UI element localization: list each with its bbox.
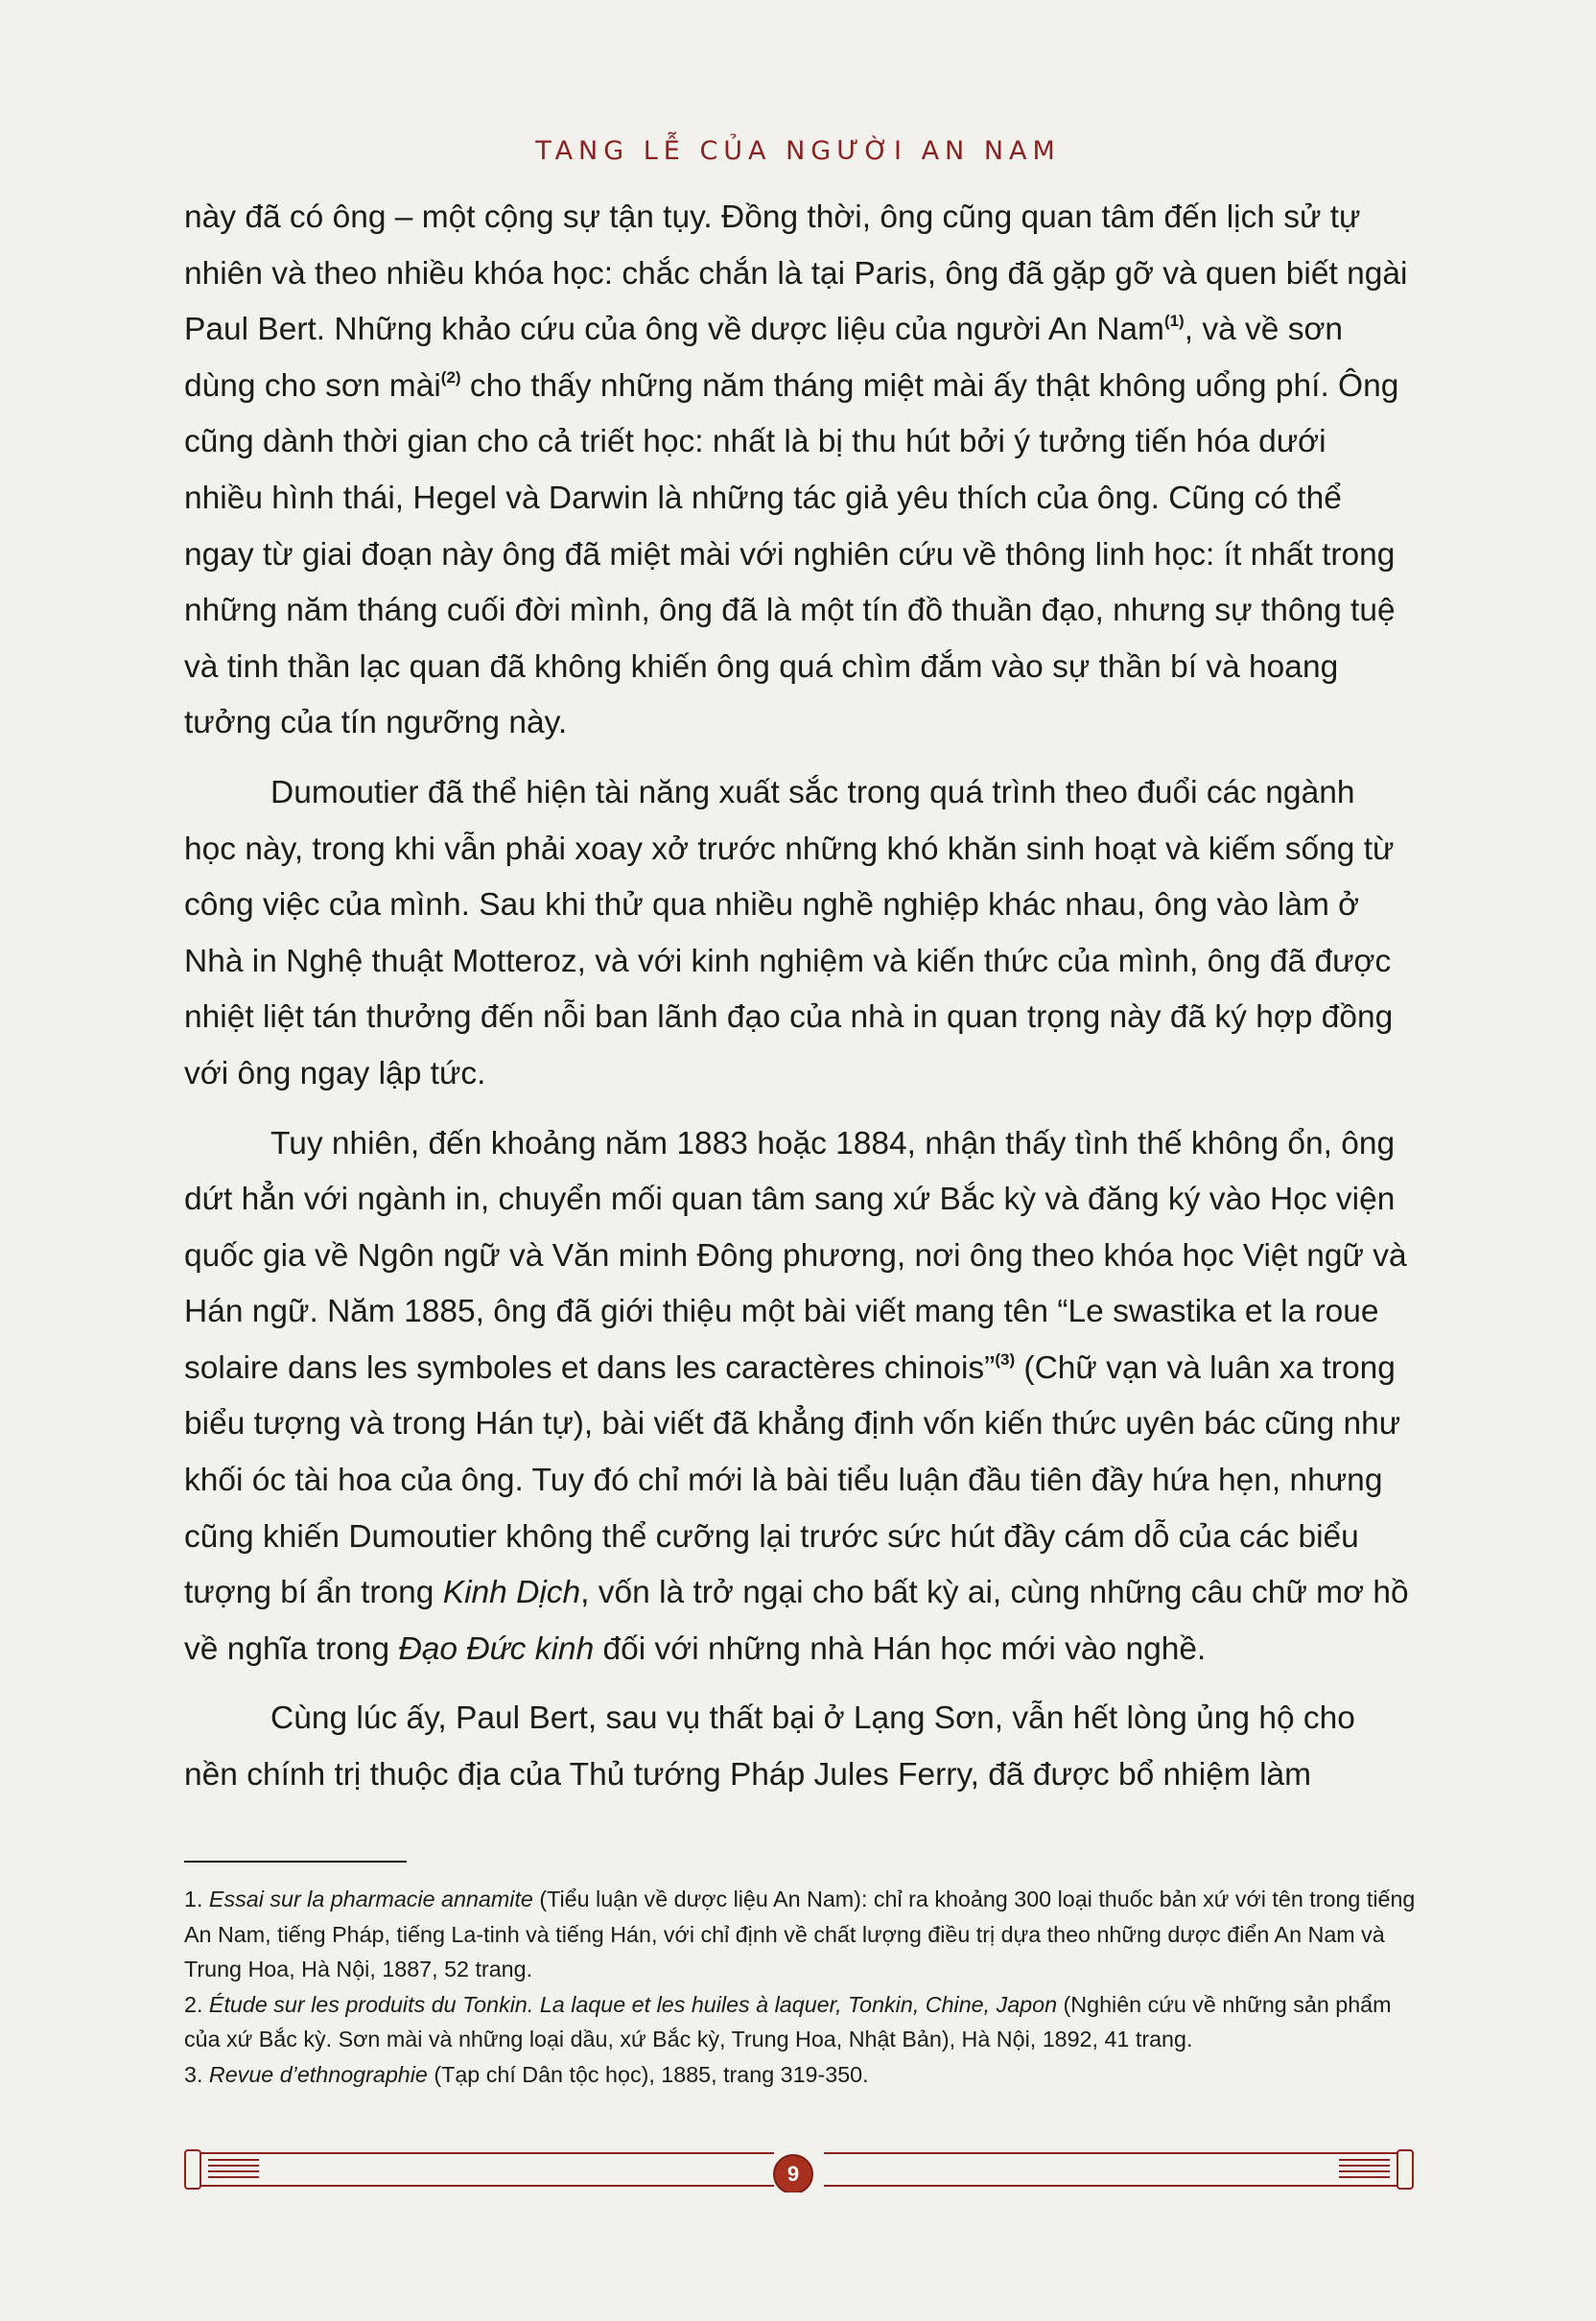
footnote-2-number: 2. (184, 1991, 209, 2017)
footnote-divider (184, 1861, 407, 1863)
footnote-1-title: Essai sur la pharmacie annamite (208, 1887, 533, 1911)
footnote-2-title: Étude sur les produits du Tonkin. La laque et les huiles à laquer, Tonkin, Chine, Japon (208, 1991, 1058, 2017)
book-title-dao-duc-kinh: Đạo Đức kinh (398, 1630, 595, 1667)
paragraph-2: Dumoutier đã thể hiện tài năng xuất sắc trong quá trình theo đuổi các ngành học này, trong khi vẫn phải xoay xở trước những khó khăn sinh hoạt và kiếm sống từ công việc của mình. Sau khi thử qua nhiều nghề nghiệp khác nhau, ông vào làm ở Nhà in Nghệ thuật Motteroz, và với kinh nghiệm và kiến thức của mình, ông đã được nhiệt liệt tán thưởng đến nỗi ban lãnh đạo của nhà in quan trọng này đã ký hợp đồng với ông ngay lập tức. (184, 774, 1395, 1091)
footnote-ref-2: (2) (440, 367, 461, 387)
footnote-3 (184, 2057, 1418, 2093)
paragraph-3-text-d: đối với những nhà Hán học mới vào nghề. (594, 1630, 1207, 1667)
footnote-1-number: 1. (184, 1887, 209, 1911)
footnote-2 (184, 1987, 1418, 2057)
footnote-ref-1: (1) (1163, 312, 1185, 331)
paragraph-1-text-a: này đã có ông – một cộng sự tận tụy. Đồng thời, ông cũng quan tâm đến lịch sử tự nhiên và theo nhiều khóa học: chắc chắn là tại Paris, ông đã gặp gỡ và quen biết ngài Paul Bert. Những khảo cứu của ông về dược liệu của người An Nam (184, 199, 1408, 348)
paragraph-3-text-a: Tuy nhiên, đến khoảng năm 1883 hoặc 1884, nhận thấy tình thế không ổn, ông dứt hẳn với ngành in, chuyển mối quan tâm sang xứ Bắc kỳ và đăng ký vào Học viện quốc gia về Ngôn ngữ và Văn minh Đông phương, nơi ông theo khóa học Việt ngữ và Hán ngữ. Năm 1885, ông đã giới thiệu một bài viết mang tên “Le swastika et la roue solaire dans les symboles et dans les caractères chinois” (184, 1125, 1407, 1386)
footnote-3-title: Revue d’ethnographie (208, 2061, 428, 2087)
page-number: 9 (786, 2162, 800, 2186)
footnote-1-text: (Tiểu luận về dược liệu An Nam): chỉ ra khoảng 300 loại thuốc bản xứ với tên trong tiếng An Nam, tiếng Pháp, tiếng La-tinh và tiếng Hán, với chỉ định về chất lượng điều trị dựa theo những dược điển An Nam và Trung Hoa, Hà Nội, 1887, 52 trang. (184, 1887, 1416, 1981)
footnotes (184, 1882, 1418, 2092)
paragraph-1 (184, 190, 1412, 752)
main-text (184, 190, 1412, 1804)
footnote-1 (184, 1882, 1418, 1987)
paragraph-4: Cùng lúc ấy, Paul Bert, sau vụ thất bại ở Lạng Sơn, vẫn hết lòng ủng hộ cho nền chính trị thuộc địa của Thủ tướng Pháp Jules Ferry, đã được bổ nhiệm làm (184, 1700, 1355, 1794)
footnote-3-text: (Tạp chí Dân tộc học), 1885, trang 319-350. (427, 2061, 869, 2087)
footnote-ref-3: (3) (995, 1349, 1016, 1369)
paragraph-3 (184, 1116, 1412, 1678)
paragraph-1-text-b: , và về sơn dùng cho sơn mài (184, 312, 1344, 404)
footnote-2-text: (Nghiên cứu về những sản phẩm của xứ Bắc kỳ. Sơn mài và những loại dầu, xứ Bắc kỳ, Trung Hoa, Nhật Bản), Hà Nội, 1892, 41 trang. (184, 1991, 1392, 2051)
paragraph-1-text-c: cho thấy những năm tháng miệt mài ấy thật không uổng phí. Ông cũng dành thời gian cho cả triết học: nhất là bị thu hút bởi ý tưởng tiến hóa dưới nhiều hình thái, Hegel và Darwin là những tác giả yêu thích của ông. Cũng có thể ngay từ giai đoạn này ông đã miệt mài với nghiên cứu về thông linh học: ít nhất trong những năm tháng cuối đời mình, ông đã là một tín đồ thuần đạo, nhưng sự thông tuệ và tinh thần lạc quan đã không khiến ông quá chìm đắm vào sự thần bí và hoang tưởng của tín ngưỡng này. (184, 367, 1399, 741)
paragraph-3-text-c: , vốn là trở ngại cho bất kỳ ai, cùng những câu chữ mơ hồ về nghĩa trong (184, 1575, 1409, 1667)
paragraph-3-text-b: (Chữ vạn và luân xa trong biểu tượng và trong Hán tự), bài viết đã khẳng định vốn kiến thức uyên bác cũng như khối óc tài hoa của ông. Tuy đó chỉ mới là bài tiểu luận đầu tiên đầy hứa hẹn, nhưng cũng khiến Dumoutier không thể cưỡng lại trước sức hút đầy cám dỗ của các biểu tượng bí ẩn trong (184, 1349, 1401, 1611)
running-title: TANG LỄ CỦA NGƯỜI AN NAM (535, 136, 1061, 166)
book-title-kinh-dich: Kinh Dịch (442, 1575, 581, 1611)
footnote-3-number: 3. (184, 2061, 209, 2087)
